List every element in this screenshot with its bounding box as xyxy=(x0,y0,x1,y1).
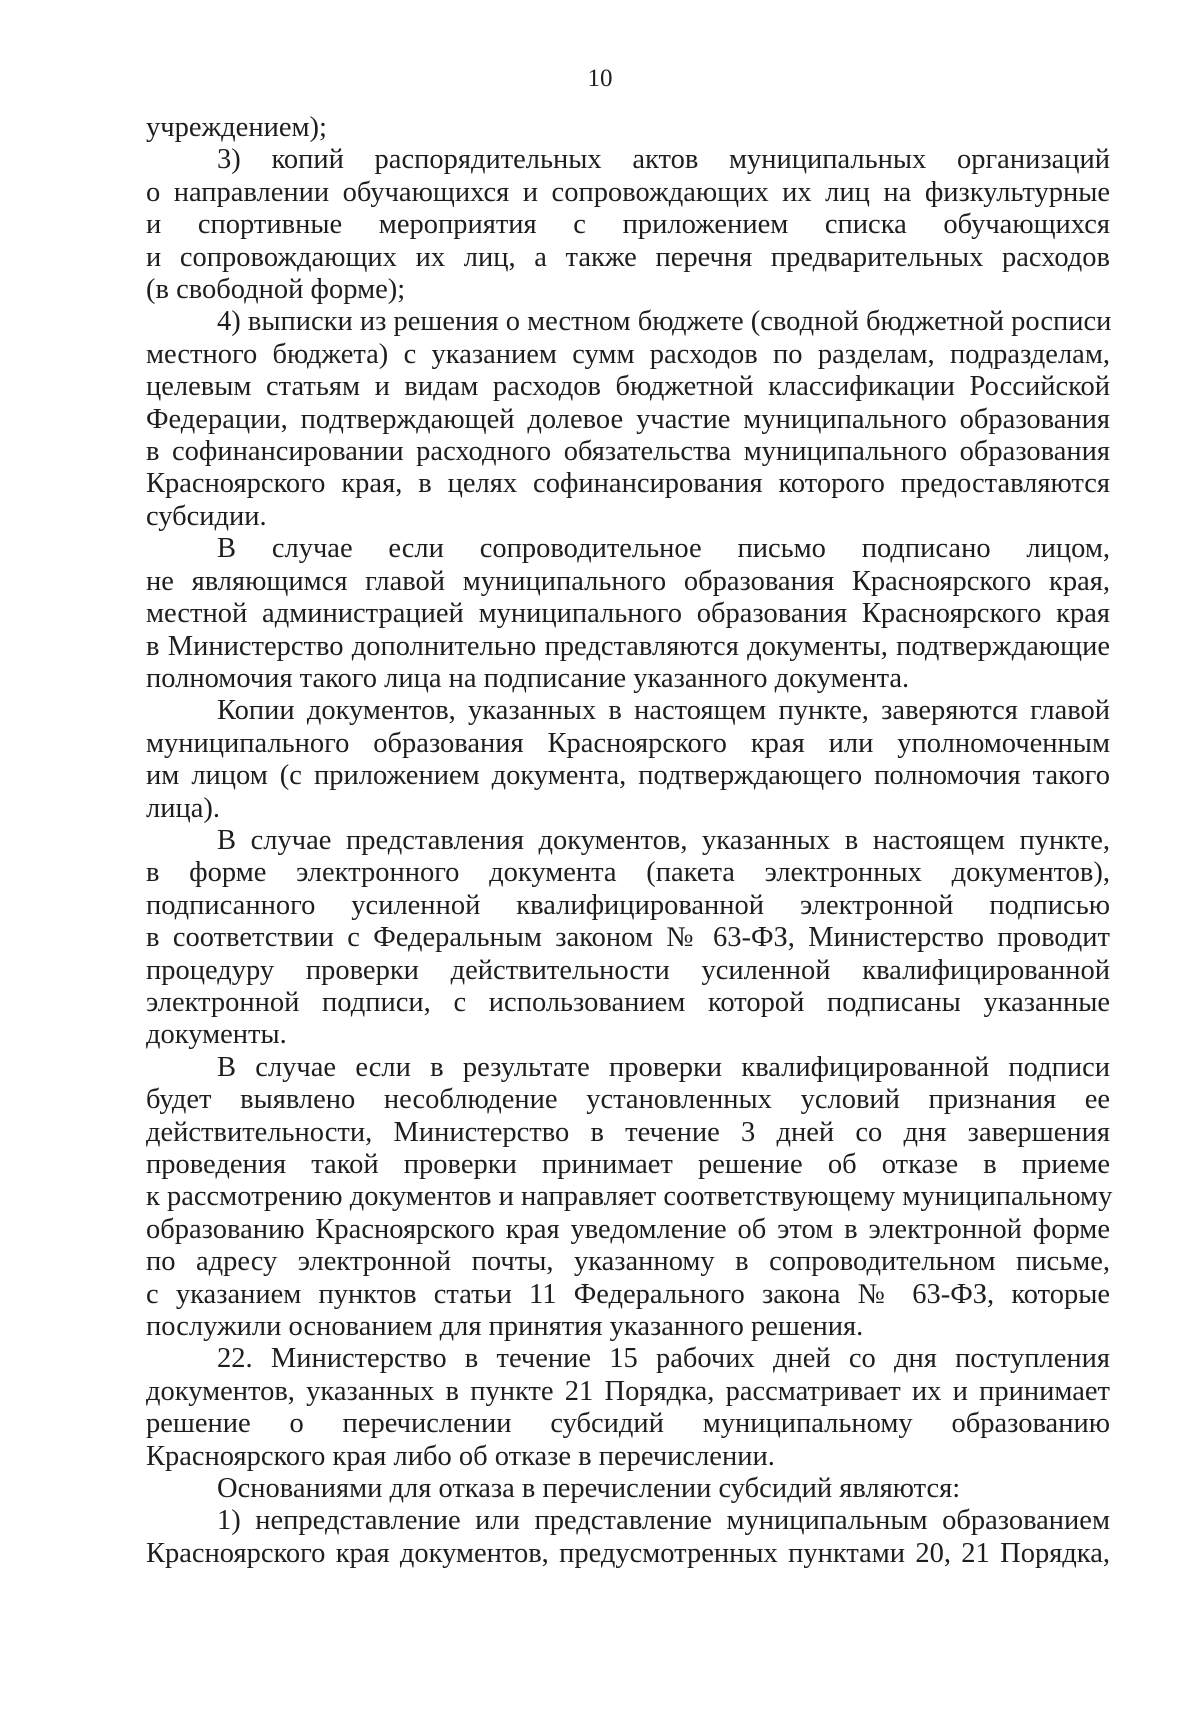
text-line: в Министерство дополнительно представляются документы, подтверждающие xyxy=(146,630,1110,662)
text-line: Красноярского края либо об отказе в перечислении. xyxy=(146,1440,775,1472)
text-line: процедуру проверки действительности усиленной квалифицированной xyxy=(146,954,1110,986)
text-line: документы. xyxy=(146,1019,287,1051)
text-line: образованию Красноярского края уведомление об этом в электронной форме xyxy=(146,1213,1110,1245)
text-line: Основаниями для отказа в перечислении субсидий являются: xyxy=(217,1473,961,1505)
text-line: с указанием пунктов статьи 11 Федерального закона № 63-ФЗ, которые xyxy=(146,1278,1110,1310)
text-line: не являющимся главой муниципального образования Красноярского края, xyxy=(146,565,1110,597)
page-number: 10 xyxy=(587,65,613,92)
text-line: муниципального образования Красноярского края или уполномоченным xyxy=(146,727,1110,759)
text-line: местного бюджета) с указанием сумм расходов по разделам, подразделам, xyxy=(146,338,1110,370)
text-line: о направлении обучающихся и сопровождающих их лиц на физкультурные xyxy=(146,176,1110,208)
text-line: будет выявлено несоблюдение установленных условий признания ее xyxy=(146,1084,1110,1116)
text-line: 4) выписки из решения о местном бюджете (сводной бюджетной росписи xyxy=(217,306,1112,338)
text-line: Красноярского края, в целях софинансирования которого предоставляются xyxy=(146,468,1110,500)
text-line: к рассмотрению документов и направляет соответствующему муниципальному xyxy=(146,1181,1113,1213)
text-line: послужили основанием для принятия указанного решения. xyxy=(146,1311,864,1343)
text-line: в софинансировании расходного обязательства муниципального образования xyxy=(146,436,1110,468)
text-line: подписанного усиленной квалифицированной электронной подписью xyxy=(146,889,1110,921)
text-line: в соответствии с Федеральным законом № 63-ФЗ, Министерство проводит xyxy=(146,922,1110,954)
text-line: В случае если сопроводительное письмо подписано лицом, xyxy=(217,533,1110,565)
document-body xyxy=(146,112,1113,1570)
text-line: субсидии. xyxy=(146,500,267,532)
text-line: им лицом (с приложением документа, подтверждающего полномочия такого xyxy=(146,760,1110,792)
text-line: по адресу электронной почты, указанному в сопроводительном письме, xyxy=(146,1246,1110,1278)
text-line: 22. Министерство в течение 15 рабочих дней со дня поступления xyxy=(217,1343,1110,1375)
text-line: 1) непредставление или представление муниципальным образованием xyxy=(217,1505,1110,1537)
text-line: В случае если в результате проверки квалифицированной подписи xyxy=(217,1051,1110,1083)
text-line: Красноярского края документов, предусмотренных пунктами 20, 21 Порядка, xyxy=(146,1537,1110,1569)
text-line: В случае представления документов, указанных в настоящем пункте, xyxy=(217,824,1110,856)
text-line: полномочия такого лица на подписание указанного документа. xyxy=(146,662,910,694)
text-line: действительности, Министерство в течение 3 дней со дня завершения xyxy=(146,1116,1110,1148)
text-line: и сопровождающих их лиц, а также перечня предварительных расходов xyxy=(146,241,1110,273)
text-line: (в свободной форме); xyxy=(146,274,406,306)
text-line: учреждением); xyxy=(146,112,327,143)
text-line: 3) копий распорядительных актов муниципальных организаций xyxy=(217,144,1110,176)
text-line: и спортивные мероприятия с приложением списка обучающихся xyxy=(146,209,1110,241)
text-line: в форме электронного документа (пакета электронных документов), xyxy=(146,857,1110,889)
text-line: Копии документов, указанных в настоящем пункте, заверяются главой xyxy=(217,695,1110,727)
text-line: Федерации, подтверждающей долевое участие муниципального образования xyxy=(146,403,1110,435)
text-line: лица). xyxy=(146,792,220,824)
text-line: решение о перечислении субсидий муниципальному образованию xyxy=(146,1408,1110,1440)
text-line: документов, указанных в пункте 21 Порядка, рассматривает их и принимает xyxy=(146,1375,1110,1407)
text-line: местной администрацией муниципального образования Красноярского края xyxy=(146,598,1110,630)
text-line: электронной подписи, с использованием которой подписаны указанные xyxy=(146,986,1110,1018)
text-line: проведения такой проверки принимает решение об отказе в приеме xyxy=(146,1149,1110,1180)
text-line: целевым статьям и видам расходов бюджетной классификации Российской xyxy=(146,371,1110,403)
